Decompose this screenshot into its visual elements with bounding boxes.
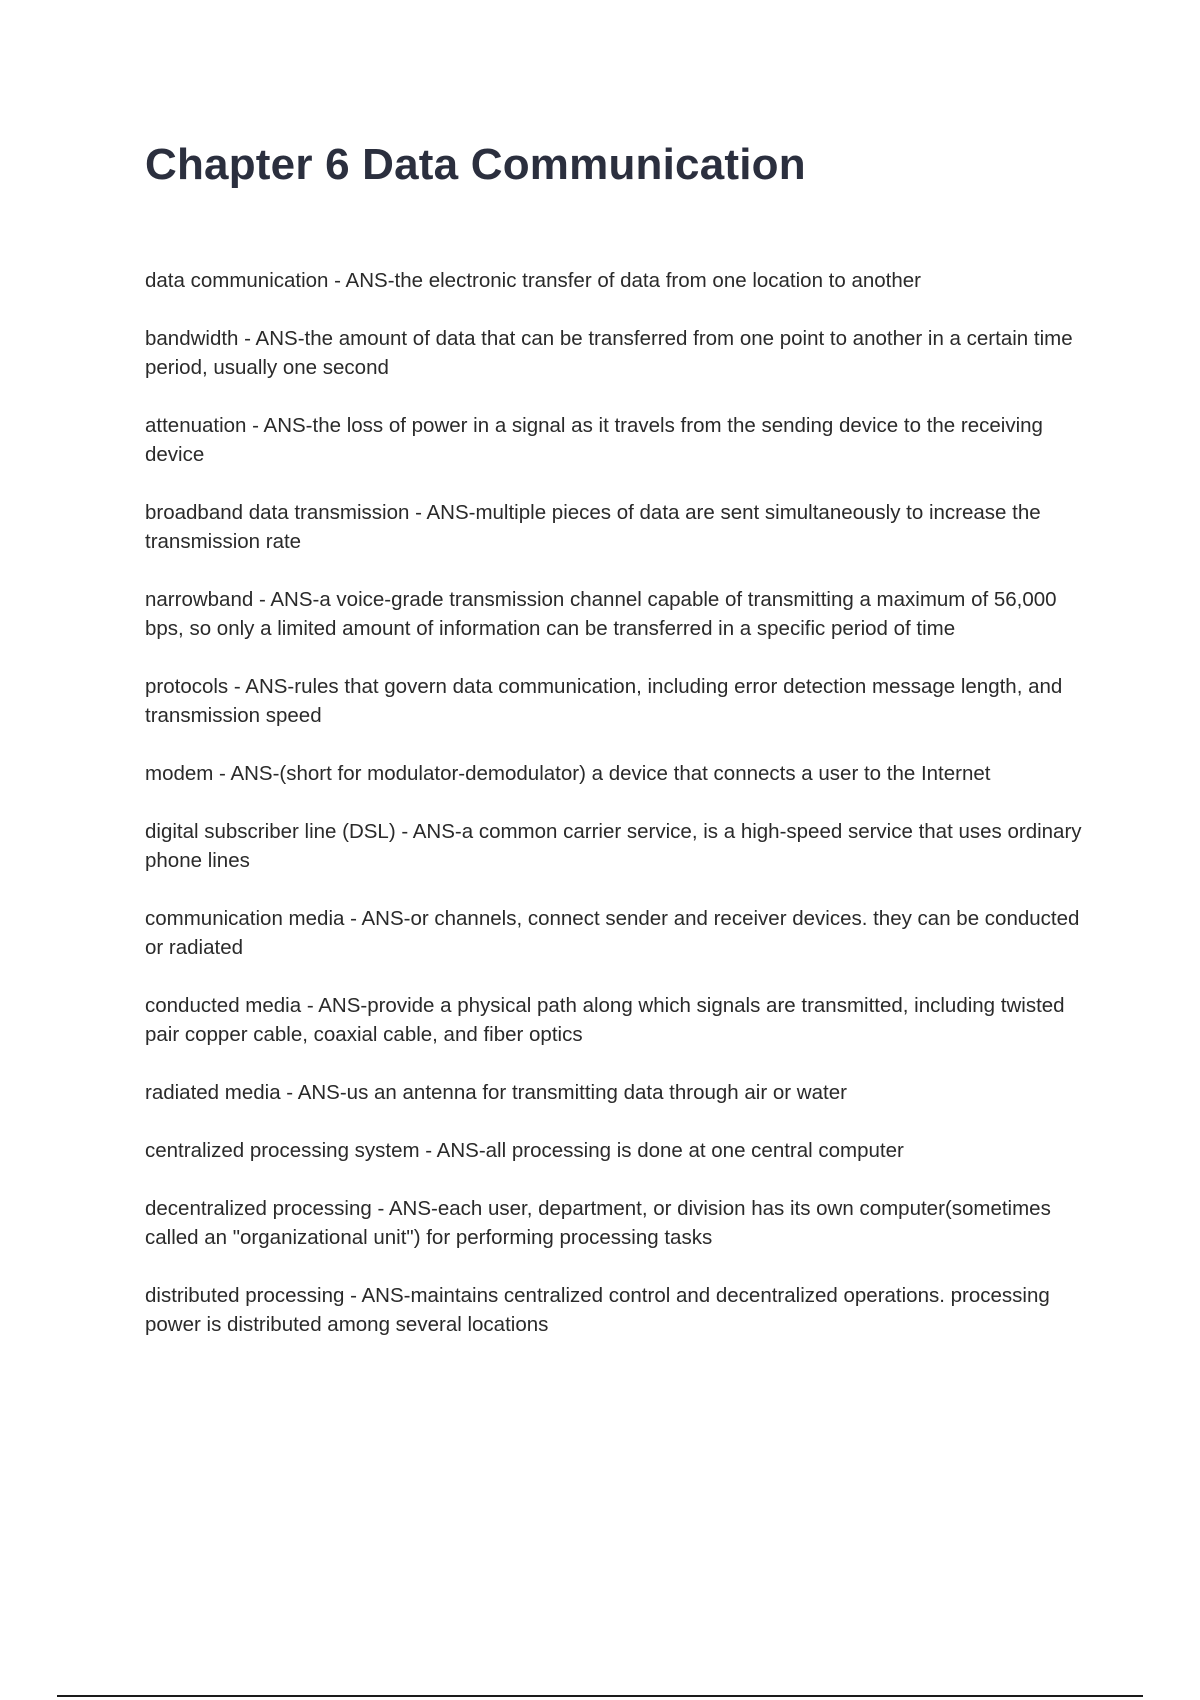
definition-entry: bandwidth - ANS-the amount of data that can be transferred from one point to another in a certain time period, usually one second <box>145 327 1073 379</box>
definition-entry: digital subscriber line (DSL) - ANS-a common carrier service, is a high-speed service that uses ordinary phone lines <box>145 820 1082 872</box>
definition-entry: radiated media - ANS-us an antenna for transmitting data through air or water <box>145 1081 847 1104</box>
definition-entry: narrowband - ANS-a voice-grade transmission channel capable of transmitting a maximum of 56,000 bps, so only a limited amount of information can be transferred in a specific period of time <box>145 588 1057 640</box>
definition-entry: attenuation - ANS-the loss of power in a signal as it travels from the sending device to the receiving device <box>145 414 1043 466</box>
definition-entry: communication media - ANS-or channels, connect sender and receiver devices. they can be conducted or radiated <box>145 907 1080 959</box>
definition-entry: conducted media - ANS-provide a physical path along which signals are transmitted, including twisted pair copper cable, coaxial cable, and fiber optics <box>145 994 1065 1046</box>
definition-entry: distributed processing - ANS-maintains centralized control and decentralized operations. processing power is distributed among several locations <box>145 1284 1050 1336</box>
definition-entry: modem - ANS-(short for modulator-demodulator) a device that connects a user to the Internet <box>145 762 991 785</box>
page-title: Chapter 6 Data Communication <box>145 140 806 189</box>
definition-list <box>145 266 1085 1368</box>
definition-entry: data communication - ANS-the electronic transfer of data from one location to another <box>145 269 921 292</box>
definition-entry: protocols - ANS-rules that govern data communication, including error detection message length, and transmission speed <box>145 675 1063 727</box>
definition-entry: decentralized processing - ANS-each user, department, or division has its own computer(sometimes called an "organizational unit") for performing processing tasks <box>145 1197 1051 1249</box>
footer-divider <box>57 1695 1143 1697</box>
definition-entry: broadband data transmission - ANS-multiple pieces of data are sent simultaneously to increase the transmission rate <box>145 501 1041 553</box>
definition-entry: centralized processing system - ANS-all processing is done at one central computer <box>145 1139 904 1162</box>
